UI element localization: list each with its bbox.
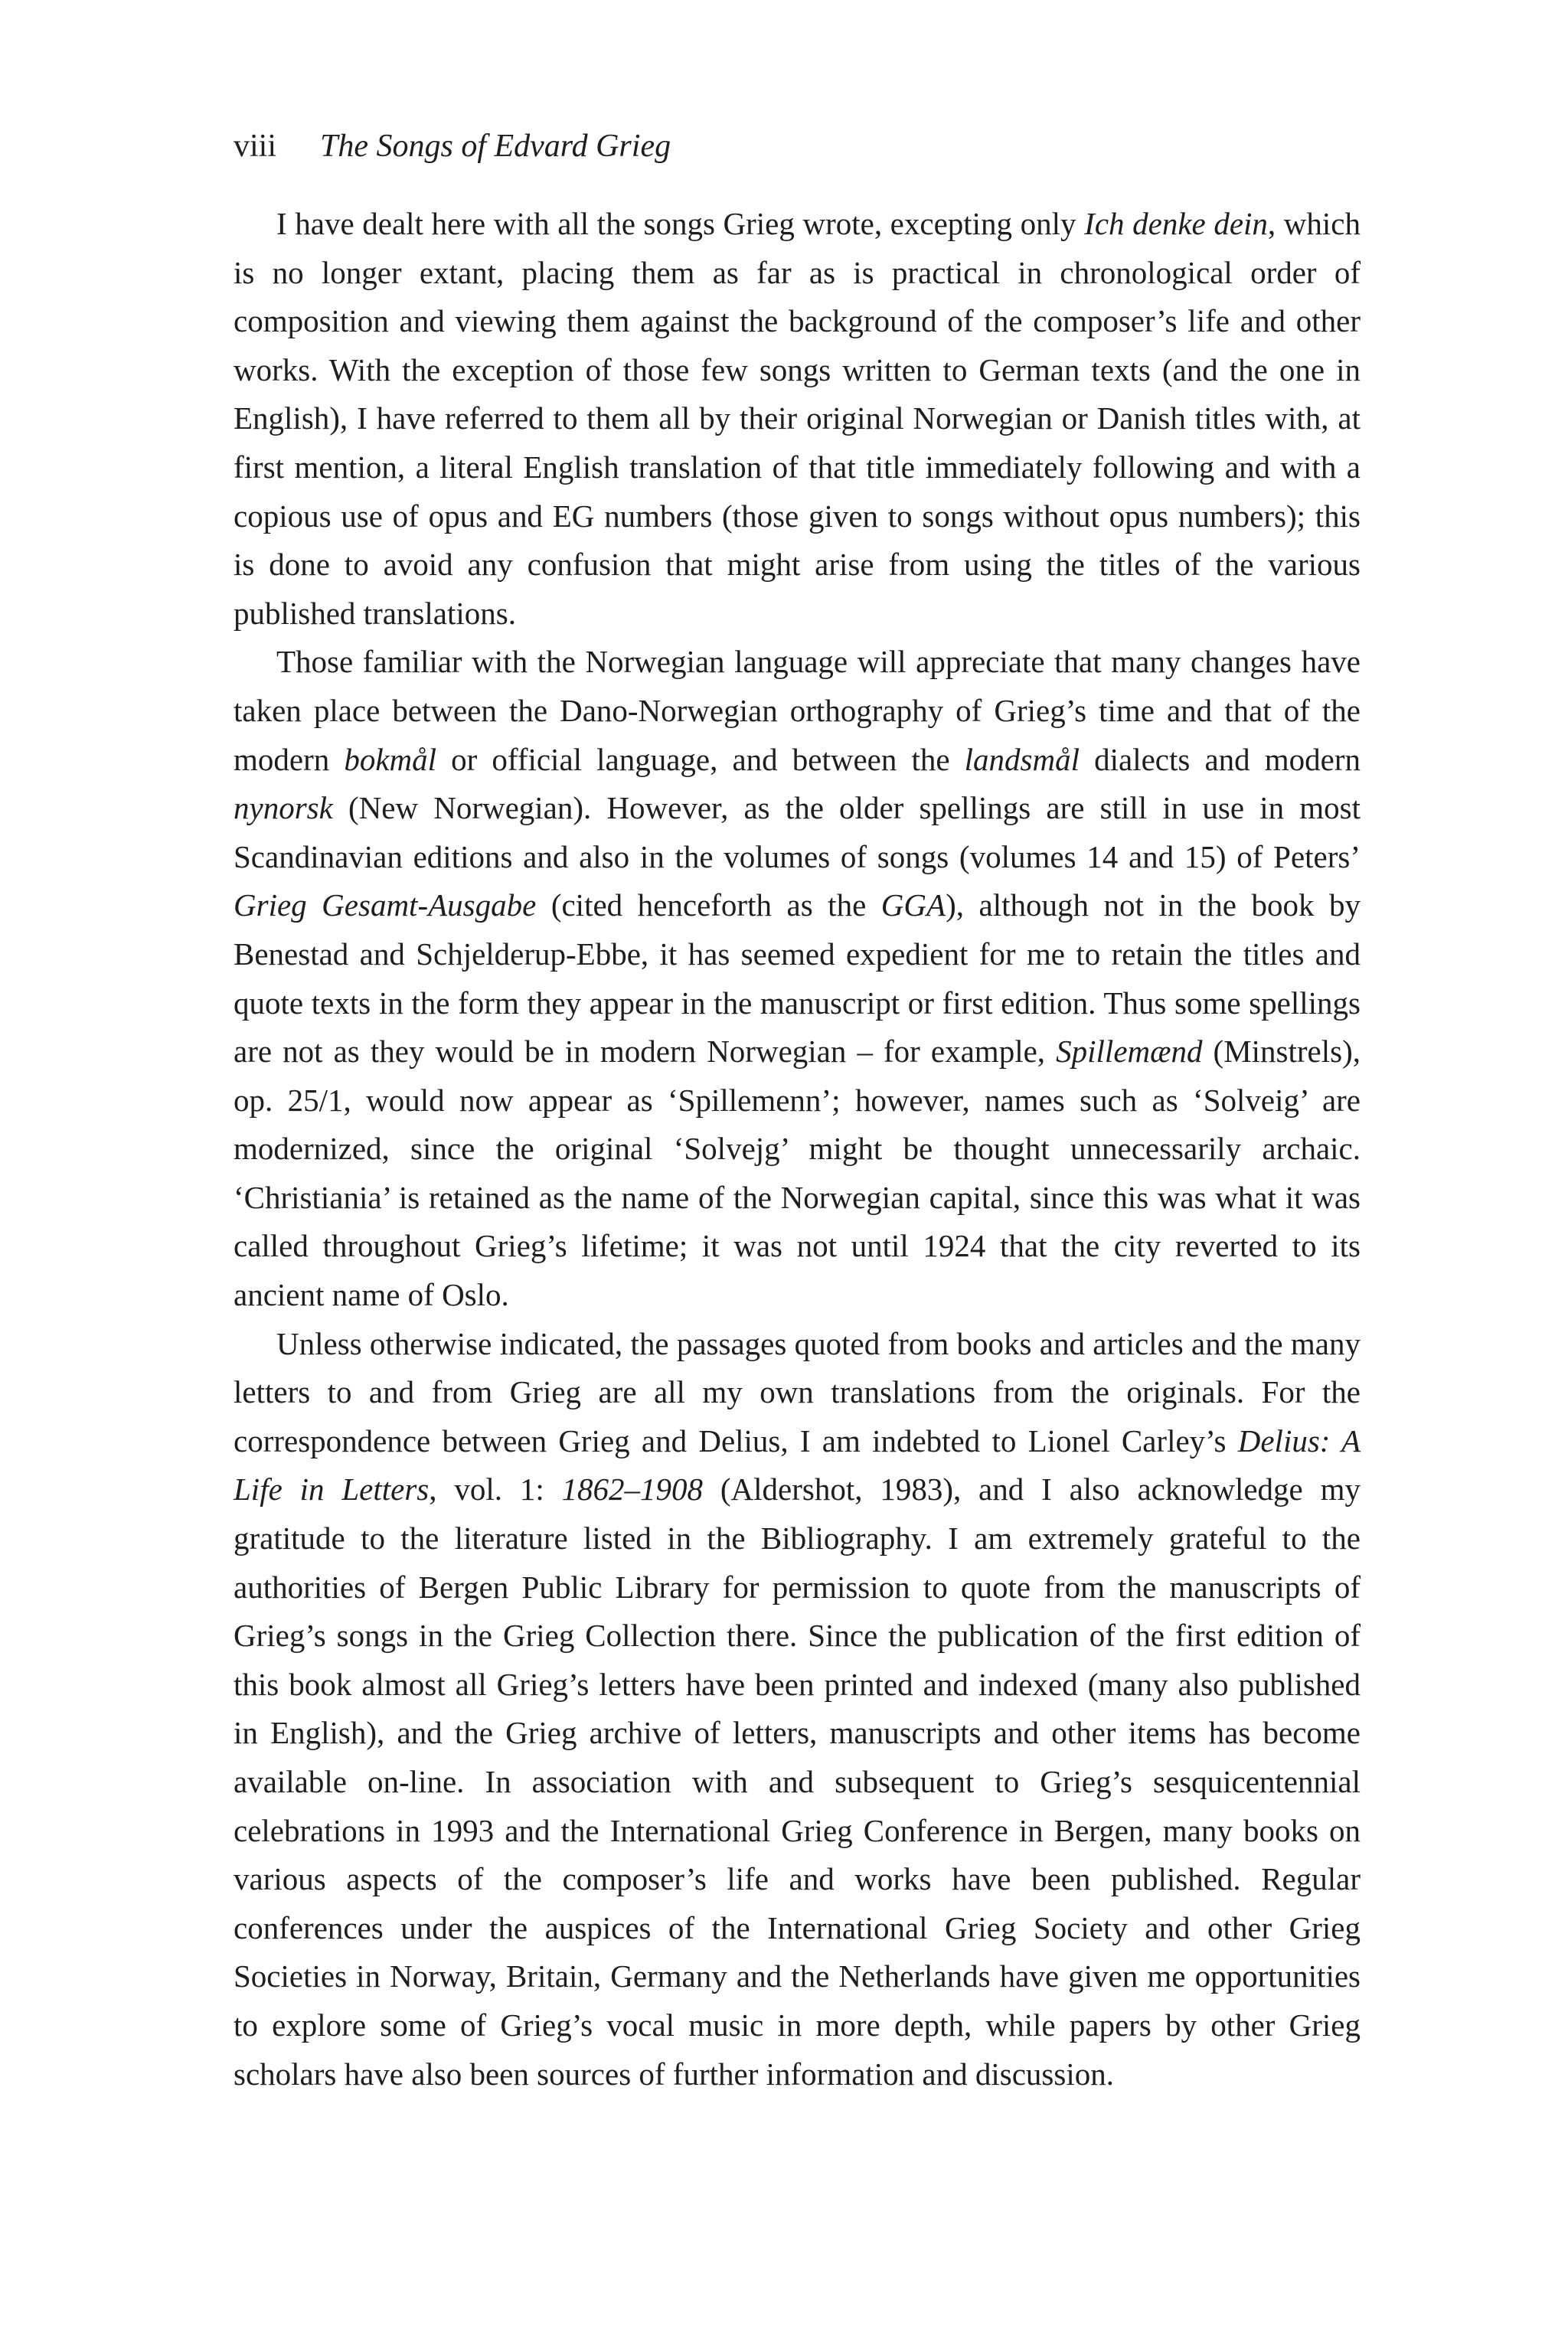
- paragraph-1: [234, 200, 1361, 638]
- paragraph-3: [234, 1320, 1361, 2099]
- paragraph-2-text-c: or official language, and between the: [436, 741, 965, 777]
- paragraph-2-text-k: ), although not in the book by Benestad and Schjelderup-Ebbe, it has seemed expedient for me to retain the titles and quote texts in the form they appear in the manuscript or first edition. Thus some spellings are not as they would be in modern Norwegian – for example,: [234, 887, 1361, 1070]
- italic-title-ich-denke-dein: Ich denke dein: [1084, 206, 1268, 241]
- paragraph-3-text-c: , vol. 1:: [429, 1472, 562, 1507]
- paragraph-3-text-a: Unless otherwise indicated, the passages quoted from books and articles and the many letters to and from Grieg are all my own translations from the originals. For the correspondence between Grieg and Delius, I am indebted to Lionel Carley’s: [234, 1325, 1361, 1458]
- italic-title-grieg-gesamt-ausgabe: Grieg Gesamt-Ausgabe: [234, 887, 537, 923]
- body-text: [234, 200, 1361, 2099]
- paragraph-2-text-a: Those familiar with the Norwegian language will appreciate that many changes have taken place between the Dano-Norwegian orthography of Grieg’s time and that of the modern: [234, 644, 1361, 777]
- paragraph-1-text-a: I have dealt here with all the songs Grieg wrote, excepting only: [276, 206, 1085, 241]
- book-title: The Songs of Edvard Grieg: [320, 129, 671, 164]
- paragraph-2-text-i: (cited henceforth as the: [536, 887, 881, 923]
- paragraph-3-text-e: (Aldershot, 1983), and I also acknowledge my gratitude to the literature listed in the Bibliography. I am extremely grateful to the authorities of Bergen Public Library for permission to quote from the manuscripts of Grieg’s songs in the Grieg Collection there. Since the publication of the first edition of this book almost all Grieg’s letters have been printed and indexed (many also published in English), and the Grieg archive of letters, manuscripts and other items has become available on-line. In association with and subsequent to Grieg’s sesquicentennial celebrations in 1993 and the International Grieg Conference in Bergen, many books on various aspects of the composer’s life and works have been published. Regular conferences under the auspices of the International Grieg Society and other Grieg Societies in Norway, Britain, Germany and the Netherlands have given me opportunities to explore some of Grieg’s vocal music in more depth, while papers by other Grieg scholars have also been sources of further information and discussion.: [234, 1472, 1361, 2092]
- italic-term-bokmal: bokmål: [344, 741, 437, 777]
- italic-title-spillemaend: Spillemænd: [1056, 1034, 1203, 1070]
- italic-date-range: 1862–1908: [561, 1472, 704, 1507]
- paragraph-2-text-g: (New Norwegian). However, as the older spellings are still in use in most Scandinavian editions and also in the volumes of songs (volumes 14 and 15) of Peters’: [234, 790, 1361, 874]
- paragraph-1-text-c: , which is no longer extant, placing them as far as is practical in chronological order of composition and viewing them against the background of the composer’s life and other works. With the exception of those few songs written to German texts (and the one in English), I have referred to them all by their original Norwegian or Danish titles with, at first mention, a literal English translation of that title immediately following and with a copious use of opus and EG numbers (those given to songs without opus numbers); this is done to avoid any confusion that might arise from using the titles of the various published translations.: [234, 206, 1361, 631]
- paragraph-2-text-e: dialects and modern: [1080, 741, 1361, 777]
- italic-term-nynorsk: nynorsk: [234, 790, 333, 826]
- italic-abbrev-gga: GGA: [880, 887, 946, 923]
- italic-title-delius-a-life-in-letters: Delius: A Life in Letters: [234, 1423, 1361, 1507]
- paragraph-2-text-m: (Minstrels), op. 25/1, would now appear as ‘Spillemenn’; however, names such as ‘Solveig’ are modernized, since the original ‘Solvejg’ might be thought unnecessarily archaic. ‘Christiania’ is retained as the name of the Norwegian capital, since this was what it was called throughout Grieg’s lifetime; it was not until 1924 that the city reverted to its ancient name of Oslo.: [234, 1034, 1361, 1313]
- running-head: [234, 122, 671, 170]
- page-number: viii: [234, 129, 277, 164]
- paragraph-2: [234, 638, 1361, 1319]
- italic-term-landsmal: landsmål: [964, 741, 1080, 777]
